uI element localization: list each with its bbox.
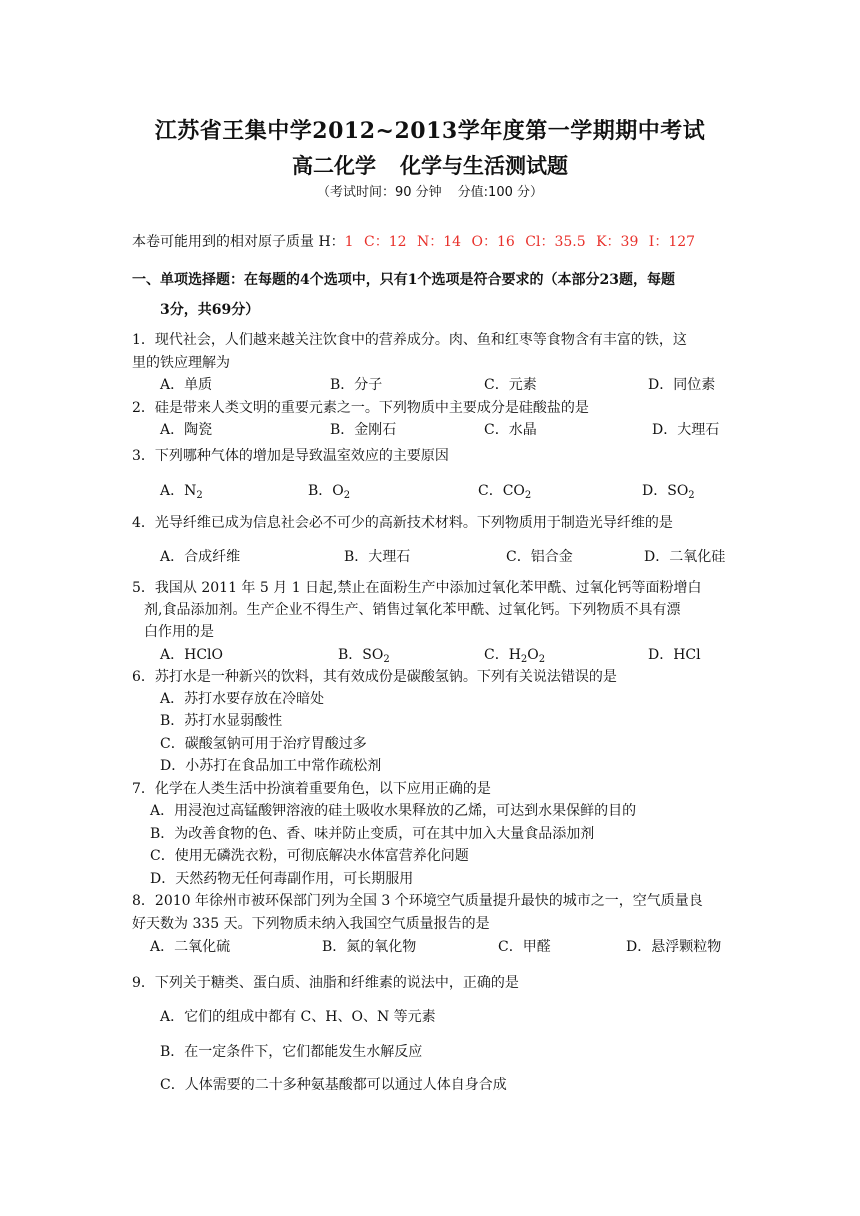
question-1-text-cont: 里的铁应理解为 (132, 355, 230, 371)
option-4c: C．铝合金 (506, 549, 573, 565)
exam-score: 分值:100 分） (457, 185, 543, 200)
option-8b: B．氮的氧化物 (322, 939, 417, 955)
option-3b: B．$O_2$ (308, 483, 351, 501)
exam-info (0, 181, 860, 200)
question-9-text: 9．下列关于糖类、蛋白质、油脂和纤维素的说法中，正确的是 (132, 975, 519, 991)
option-7c: C．使用无磷洗衣粉，可彻底解决水体富营养化问题 (150, 848, 469, 864)
question-6-text: 6．苏打水是一种新兴的饮料，其有效成份是碳酸氢钠。下列有关说法错误的是 (132, 669, 617, 685)
question-5-text-cont: 剂,食品添加剂。生产企业不得生产、销售过氧化苯甲酰、过氧化钙。下列物质不具有漂 (144, 602, 681, 618)
question-5-text-cont2: 白作用的是 (144, 624, 214, 640)
option-3c: C．$CO_2$ (478, 483, 532, 501)
question-7-text: 7．化学在人类生活中扮演着重要角色，以下应用正确的是 (132, 781, 491, 797)
option-4b: B．大理石 (344, 549, 411, 565)
question-2-text: 2．硅是带来人类文明的重要元素之一。下列物质中主要成分是硅酸盐的是 (132, 400, 589, 416)
atomic-mass-label: 本卷可能用到的相对原子质量 H： (132, 234, 345, 250)
option-4d: D．二氧化硅 (644, 549, 726, 565)
exam-title: 江苏省王集中学2012~2013学年度第一学期期中考试 (154, 118, 706, 144)
option-5b: B．$SO_2$ (338, 647, 390, 665)
atomic-mass-values: 1 C：12 N：14 O：16 Cl：35.5 K：39 I：127 (344, 234, 696, 250)
question-4-text: 4．光导纤维已成为信息社会必不可少的高新技术材料。下列物质用于制造光导纤维的是 (132, 515, 673, 531)
option-8d: D．悬浮颗粒物 (626, 939, 722, 955)
option-2d: D．大理石 (652, 422, 720, 438)
question-1-text: 1．现代社会，人们越来越关注饮食中的营养成分。肉、鱼和红枣等食物含有丰富的铁，这 (132, 332, 687, 348)
option-3a: A．$N_2$ (160, 483, 203, 501)
option-6b: B．苏打水显弱酸性 (160, 713, 283, 729)
subtitle-topic: 化学与生活测试题 (400, 153, 568, 178)
option-9c: C．人体需要的二十多种氨基酸都可以通过人体自身合成 (160, 1077, 507, 1093)
option-1c: C．元素 (484, 377, 537, 393)
question-3-text: 3．下列哪种气体的增加是导致温室效应的主要原因 (132, 448, 449, 464)
question-8-text: 8．2010 年徐州市被环保部门列为全国 3 个环境空气质量提升最快的城市之一，空气质量良 (132, 893, 703, 909)
option-1a: A．单质 (160, 377, 213, 393)
option-5a: A．HClO (160, 647, 223, 663)
option-4a: A．合成纤维 (160, 549, 241, 565)
option-6c: C．碳酸氢钠可用于治疗胃酸过多 (160, 736, 367, 752)
option-7b: B．为改善食物的色、香、味并防止变质，可在其中加入大量食品添加剂 (150, 826, 595, 842)
option-8a: A．二氧化硫 (150, 939, 231, 955)
option-5d: D．HCl (648, 647, 701, 663)
option-1b: B．分子 (330, 377, 383, 393)
option-9b: B．在一定条件下，它们都能发生水解反应 (160, 1044, 423, 1060)
exam-subtitle (0, 150, 860, 180)
option-7d: D．天然药物无任何毒副作用，可长期服用 (150, 871, 414, 887)
section-heading-line2: 3分，共69分） (160, 302, 260, 318)
atomic-mass-line (132, 231, 695, 251)
option-3d: D．$SO_2$ (642, 483, 695, 501)
question-8-text-cont: 好天数为 335 天。下列物质未纳入我国空气质量报告的是 (132, 916, 490, 932)
option-2c: C．水晶 (484, 422, 537, 438)
option-6a: A．苏打水要存放在冷暗处 (160, 691, 325, 707)
option-6d: D．小苏打在食品加工中常作疏松剂 (160, 758, 382, 774)
option-9a: A．它们的组成中都有 C、H、O、N 等元素 (160, 1009, 436, 1025)
option-8c: C．甲醛 (498, 939, 551, 955)
option-7a: A．用浸泡过高锰酸钾溶液的硅土吸收水果释放的乙烯，可达到水果保鲜的目的 (150, 803, 637, 819)
question-5-text: 5．我国从 2011 年 5 月 1 日起,禁止在面粉生产中添加过氧化苯甲酰、过氧化钙等面粉增白 (132, 580, 702, 596)
exam-time: （考试时间：90 分钟 (316, 185, 442, 200)
subtitle-subject: 高二化学 (292, 153, 376, 178)
option-2b: B．金刚石 (330, 422, 397, 438)
option-2a: A．陶瓷 (160, 422, 213, 438)
section-heading-line1: 一、单项选择题：在每题的4个选项中，只有1个选项是符合要求的（本部分23题，每题 (132, 272, 675, 288)
option-1d: D．同位素 (648, 377, 716, 393)
option-5c: C．$H_2O_2$ (484, 647, 546, 665)
